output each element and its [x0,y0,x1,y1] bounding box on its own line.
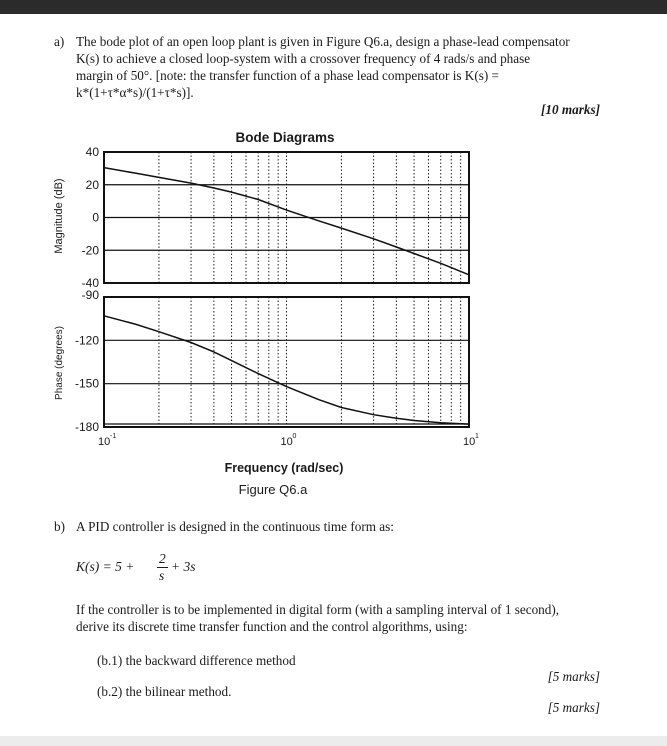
part-b-label: b) [54,519,65,534]
frequency-tick-label [98,433,116,448]
magnitude-axis-label: Magnitude (dB) [53,178,65,254]
phase-tick-label: -90 [81,288,99,302]
phase-tick-label: -120 [74,333,99,348]
formula-numerator: 2 [159,551,166,566]
top-bar [0,0,667,14]
part-a-label: a) [54,34,65,49]
magnitude-tick-label: 0 [92,210,99,225]
phase-axis-label: Phase (degrees) [54,326,65,400]
phase-panel [54,288,469,434]
magnitude-tick-label: 20 [85,177,99,192]
phase-tick-label: -150 [74,376,99,391]
part-a-marks: [10 marks] [541,102,600,117]
phase-tick-labels [75,288,99,434]
magnitude-panel [53,145,469,290]
magnitude-tick-label: 40 [85,145,99,159]
frequency-axis-label: Frequency (rad/sec) [224,461,344,475]
bottom-bar [0,736,667,746]
item-b1-text: (b.1) the backward difference method [97,653,296,668]
part-a-line-2: K(s) to achieve a closed loop-system with a crossover frequency of 4 rads/s and phase [76,51,531,66]
part-a-line-4: k*(1+τ*α*s)/(1+τ*s)]. [76,85,194,100]
formula-rhs: + 3s [171,559,196,574]
frequency-tick-base: 10 [98,436,111,448]
formula-lhs: K(s) = 5 + [76,559,135,574]
part-b-body-line-1: If the controller is to be implemented in digital form (with a sampling interval of 1 second), [76,602,560,617]
figure-title: Bode Diagrams [235,130,335,145]
frequency-tick-exponent: -1 [110,433,117,440]
frequency-tick-exponent: 1 [475,433,479,440]
magnitude-tick-label: -40 [81,276,99,290]
part-b-body-line-2: derive its discrete time transfer function and the control algorithms, using: [76,619,468,634]
phase-gridlines [104,297,469,427]
frequency-tick-label [463,433,479,448]
frequency-tick-label [281,433,297,448]
magnitude-gridlines [104,152,469,283]
phase-plot-frame [104,297,469,427]
item-b2-marks: [5 marks] [547,700,600,715]
frequency-tick-exponent: 0 [292,433,297,440]
frequency-tick-labels [98,433,479,448]
magnitude-tick-label: -20 [81,243,99,258]
formula-denominator: s [159,568,165,583]
part-a-line-1: The bode plot of an open loop plant is given in Figure Q6.a, design a phase-lead compensator [76,34,570,49]
part-a-line-3: margin of 50°. [note: the transfer function of a phase lead compensator is K(s) = [76,68,499,83]
item-b1-marks: [5 marks] [547,669,600,684]
magnitude-tick-labels [82,145,100,290]
phase-tick-label: -180 [74,420,99,434]
item-b2-text: (b.2) the bilinear method. [97,684,232,699]
frequency-tick-base: 10 [280,436,293,448]
figure-caption: Figure Q6.a [238,482,308,497]
frequency-tick-base: 10 [463,436,476,448]
part-b-intro: A PID controller is designed in the continuous time form as: [76,519,394,534]
